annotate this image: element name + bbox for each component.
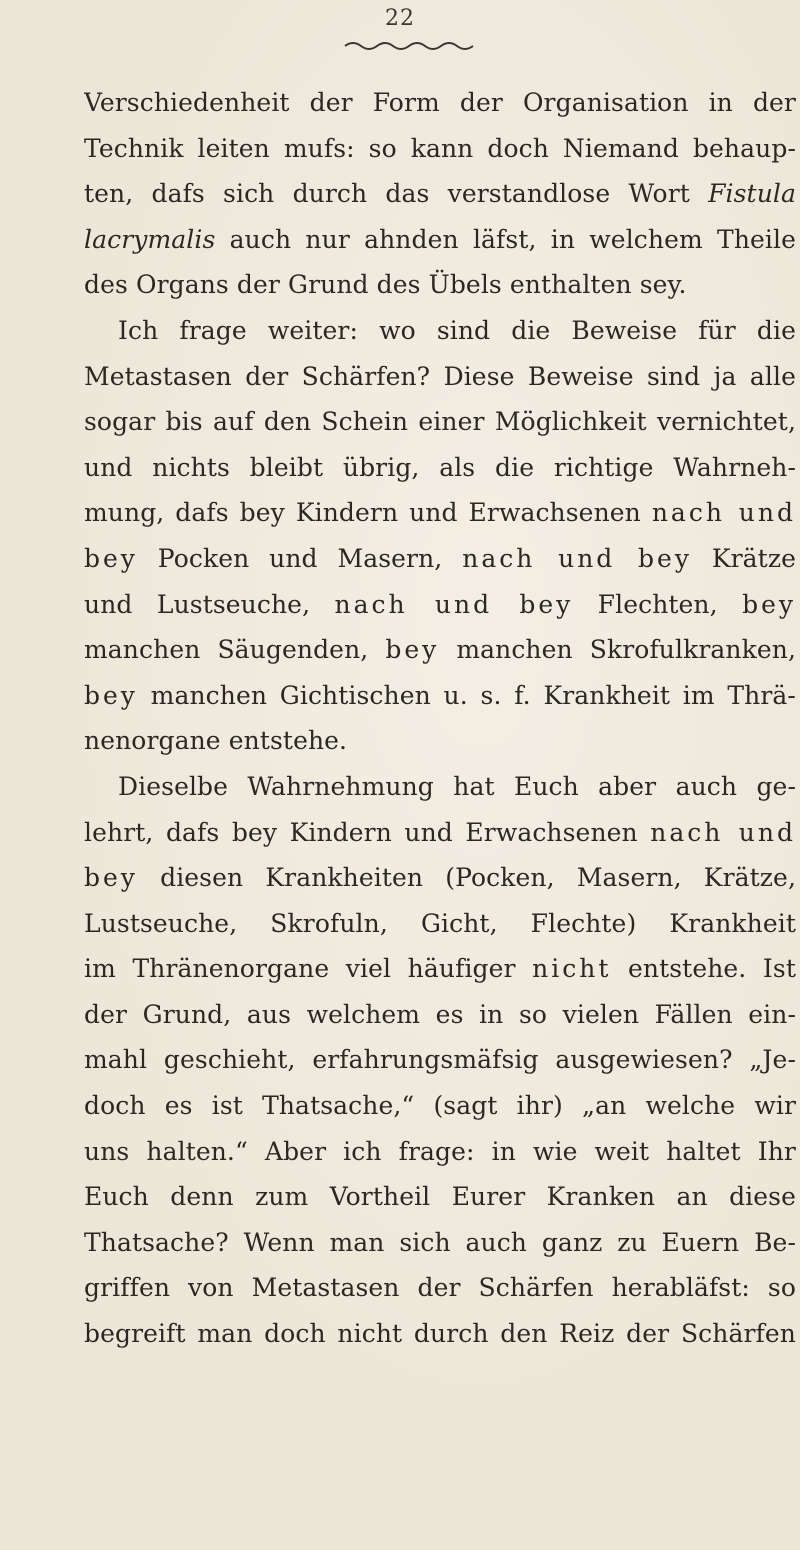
text-segment: bey	[84, 543, 138, 573]
text-line	[84, 810, 796, 856]
text-segment: bey	[742, 589, 796, 619]
text-segment: Euch denn zum Vortheil Eurer Kranken an diese	[84, 1182, 796, 1212]
text-segment: begreift man doch nicht durch den Reiz der Schärfen	[84, 1319, 796, 1349]
text-line	[84, 1037, 796, 1083]
text-line	[84, 1083, 796, 1129]
text-segment: diesen Krankheiten (Pocken, Masern, Krätze,	[137, 863, 796, 893]
text-segment: Technik leiten mufs: so kann doch Niemand behaup-	[84, 133, 796, 163]
text-line	[84, 946, 796, 992]
text-segment: des Organs der Grund des Übels enthalten sey.	[84, 270, 687, 300]
text-segment: lehrt, dafs bey Kindern und Erwachsenen	[84, 817, 651, 847]
text-segment: bey	[84, 680, 138, 710]
text-segment: nenorgane entstehe.	[84, 726, 348, 756]
text-segment: entstehe. Ist	[611, 954, 796, 984]
text-line	[84, 354, 796, 400]
text-line	[84, 217, 796, 263]
text-segment: bey	[84, 863, 138, 893]
text-segment: nicht	[532, 954, 612, 984]
text-line	[84, 126, 796, 172]
text-segment: im Thränenorgane viel häufiger	[84, 954, 533, 984]
body-text	[84, 80, 796, 1357]
text-segment: der Grund, aus welchem es in so vielen Fällen ein-	[84, 999, 796, 1029]
text-line	[84, 627, 796, 673]
text-line	[84, 490, 796, 536]
text-segment: doch es ist Thatsache,“ (sagt ihr) „an welche wir	[84, 1091, 796, 1121]
text-segment: Verschiedenheit der Form der Organisation in der	[84, 88, 796, 117]
text-line	[84, 171, 796, 217]
text-segment: auch nur ahnden läfst, in welchem Theile	[215, 224, 796, 254]
text-line	[84, 764, 796, 810]
text-segment: und nichts bleibt übrig, als die richtige Wahrneh-	[84, 452, 796, 482]
text-line	[84, 399, 796, 445]
text-segment: nach und	[650, 817, 796, 847]
text-segment: Dieselbe Wahrnehmung hat Euch aber auch ge-	[118, 771, 796, 801]
text-segment: nach und bey	[334, 589, 574, 619]
text-line	[84, 1174, 796, 1220]
text-segment: Krätze	[691, 543, 796, 573]
text-segment: mung, dafs bey Kindern und Erwachsenen	[84, 498, 652, 528]
text-segment: Fistula	[708, 179, 796, 209]
text-segment: Pocken und Masern,	[137, 543, 463, 573]
text-line	[84, 901, 796, 947]
text-segment: bey	[385, 635, 440, 665]
text-line	[84, 582, 796, 628]
text-segment: Lustseuche, Skrofuln, Gicht, Flechte) Krankheit	[84, 908, 796, 938]
text-segment: Thatsache? Wenn man sich auch ganz zu Euern Be-	[84, 1227, 796, 1257]
text-line	[84, 80, 796, 126]
text-line	[84, 445, 796, 491]
text-line	[84, 308, 796, 354]
text-line	[84, 673, 796, 719]
text-line	[84, 992, 796, 1038]
text-line	[84, 1129, 796, 1175]
text-segment: und Lustseuche,	[84, 589, 335, 619]
text-line	[84, 718, 796, 764]
text-segment: griffen von Metastasen der Schärfen herabläfst: so	[84, 1273, 796, 1303]
text-segment: ten, dafs sich durch das verstandlose Wort	[84, 179, 709, 209]
text-segment: nach und bey	[462, 543, 692, 573]
text-segment: mahl geschieht, erfahrungsmäfsig ausgewiesen? „Je-	[84, 1045, 796, 1075]
text-line	[84, 1311, 796, 1357]
ornament-rule	[340, 38, 490, 52]
text-line	[84, 1265, 796, 1311]
text-line	[84, 1220, 796, 1266]
text-segment: Metastasen der Schärfen? Diese Beweise sind ja alle	[84, 361, 796, 391]
text-line	[84, 855, 796, 901]
text-segment: Ich frage weiter: wo sind die Beweise für die	[118, 315, 796, 345]
text-line	[84, 262, 796, 308]
text-segment: manchen Skrofulkranken,	[439, 635, 796, 665]
text-segment: uns halten.“ Aber ich frage: in wie weit haltet Ihr	[84, 1136, 796, 1166]
text-segment: nach und	[651, 498, 796, 528]
page-number: 22	[385, 6, 415, 31]
text-line	[84, 536, 796, 582]
text-segment: Flechten,	[573, 589, 743, 619]
text-segment: manchen Säugenden,	[84, 635, 386, 665]
text-segment: lacrymalis	[84, 224, 216, 254]
text-segment: sogar bis auf den Schein einer Möglichkeit vernichtet,	[84, 407, 796, 437]
text-segment: manchen Gichtischen u. s. f. Krankheit im Thrä-	[137, 680, 796, 710]
